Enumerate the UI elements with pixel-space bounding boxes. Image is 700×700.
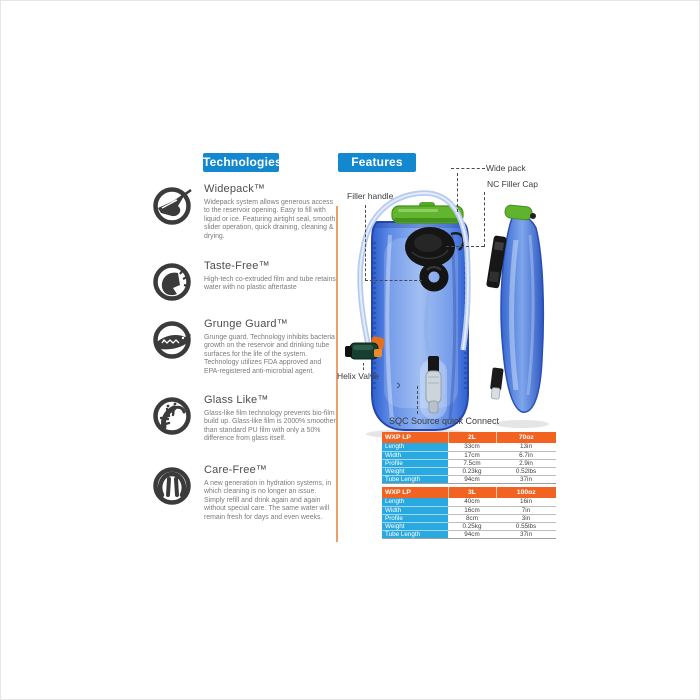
- table-cell: 37in: [496, 475, 556, 483]
- table-cell: 3in: [496, 514, 556, 522]
- table-header-cell: WXP LP: [382, 432, 448, 443]
- table-cell: Profile: [382, 459, 448, 467]
- table-cell: Width: [382, 451, 448, 459]
- table-cell: Width: [382, 506, 448, 514]
- crocodile-icon: [150, 318, 194, 362]
- tech-item-title: Care-Free™: [204, 464, 268, 476]
- table-row: [382, 498, 556, 506]
- table-cell: 0.55lbs: [496, 522, 556, 530]
- table-cell: Length: [382, 443, 448, 451]
- table-header-cell: WXP LP: [382, 487, 448, 498]
- table-cell: 6.7in: [496, 451, 556, 459]
- tech-item-title: Glass Like™: [204, 394, 269, 406]
- tech-item-desc: High-tech co-extruded film and tube retains water with no plastic aftertaste: [204, 276, 336, 292]
- table-cell: 8cm: [448, 514, 496, 522]
- table-header-cell: 100oz: [496, 487, 556, 498]
- technologies-header: Technologies: [203, 153, 279, 172]
- table-cell: 17cm: [448, 451, 496, 459]
- wide-pack-leader-line: [457, 173, 458, 212]
- tech-item-desc: Glass-like film technology prevents bio-film build up. Glass-like film is 2000% smoother than standard PU film with only a 50% difference from glass itself.: [204, 410, 336, 443]
- helix-valve-label: Helix Valve: [337, 371, 379, 381]
- tech-item-widepack: [150, 183, 337, 241]
- table-cell: 2.9in: [496, 459, 556, 467]
- tech-item-glass-like: [150, 394, 337, 444]
- hydration-bladder-illustration: [340, 185, 560, 445]
- table-cell: Tube Length: [382, 530, 448, 538]
- table-header-row: [382, 432, 556, 443]
- table-header-cell: 3L: [448, 487, 496, 498]
- filler-handle-leader-line: [365, 280, 422, 281]
- table-row: [382, 530, 556, 538]
- table-header-cell: 2L: [448, 432, 496, 443]
- table-cell: 0.25kg: [448, 522, 496, 530]
- table-cell: 0.52lbs: [496, 467, 556, 475]
- table-cell: 94cm: [448, 530, 496, 538]
- filler-handle-leader-line: [365, 205, 366, 281]
- spec-table-2l: [382, 432, 556, 484]
- tech-item-desc: Widepack system allows generous access to the reservoir opening. Easy to fill with liquid or ice. Featuring airtight seal, smooth slider operation, quick draining, cleaning & drying.: [204, 199, 336, 240]
- table-cell: Tube Length: [382, 475, 448, 483]
- table-row: [382, 475, 556, 483]
- gecko-icon: [150, 394, 194, 438]
- table-row: [382, 522, 556, 530]
- table-cell: Profile: [382, 514, 448, 522]
- helix-valve-leader-line: [363, 363, 364, 370]
- pelican-icon: [150, 183, 194, 227]
- side-bottom-clip: [489, 367, 504, 399]
- table-cell: 0.23kg: [448, 467, 496, 475]
- table-header-cell: 70oz: [496, 432, 556, 443]
- sqc-connector: [421, 356, 446, 418]
- spec-table-3l: [382, 487, 556, 539]
- table-cell: 37in: [496, 530, 556, 538]
- tech-item-care-free: [150, 464, 337, 522]
- table-cell: Weight: [382, 522, 448, 530]
- table-cell: 7in: [496, 506, 556, 514]
- tech-item-taste-free: [150, 260, 337, 304]
- table-cell: 33cm: [448, 443, 496, 451]
- table-cell: 13in: [496, 443, 556, 451]
- sqc-label: SQC Source quick Connect: [389, 416, 500, 426]
- table-cell: 7.5cm: [448, 459, 496, 467]
- table-cell: Length: [382, 498, 448, 506]
- horseshoe-icon: [150, 464, 194, 508]
- nc-filler-cap-leader-line: [484, 192, 485, 247]
- table-row: [382, 467, 556, 475]
- table-cell: 16cm: [448, 506, 496, 514]
- table-cell: 40cm: [448, 498, 496, 506]
- filler-handle-label: Filler handle: [347, 191, 394, 201]
- table-row: [382, 451, 556, 459]
- table-cell: Weight: [382, 467, 448, 475]
- tech-item-desc: Grunge guard. Technology inhibits bacteria growth on the reservoir and drinking tube surfaces for the life of the system. Technology utilizes FDA approved and EPA-registered anti-microbial agent.: [204, 334, 335, 375]
- nc-filler-cap-label: NC Filler Cap: [487, 179, 539, 189]
- tongue-icon: [150, 260, 194, 304]
- table-row: [382, 514, 556, 522]
- wide-pack-label: Wide pack: [486, 163, 526, 173]
- tech-item-title: Taste-Free™: [204, 260, 270, 272]
- tech-item-title: Grunge Guard™: [204, 318, 288, 330]
- table-row: [382, 506, 556, 514]
- sqc-leader-line: [417, 386, 418, 414]
- tech-item-desc: A new generation in hydration systems, in which cleaning is no longer an issue. Simply refill and drink again and again without special care. The same water will remain fresh for days and even weeks.: [204, 480, 332, 521]
- table-row: [382, 459, 556, 467]
- table-row: [382, 443, 556, 451]
- features-header: Features: [338, 153, 416, 172]
- wide-pack-leader-line: [451, 168, 485, 169]
- nc-filler-cap-leader-line: [446, 246, 484, 247]
- bladder-side-view: [486, 205, 543, 413]
- table-cell: 94cm: [448, 475, 496, 483]
- tech-item-grunge-guard: [150, 318, 337, 376]
- table-header-row: [382, 487, 556, 498]
- tech-item-title: Widepack™: [204, 183, 266, 195]
- table-cell: 16in: [496, 498, 556, 506]
